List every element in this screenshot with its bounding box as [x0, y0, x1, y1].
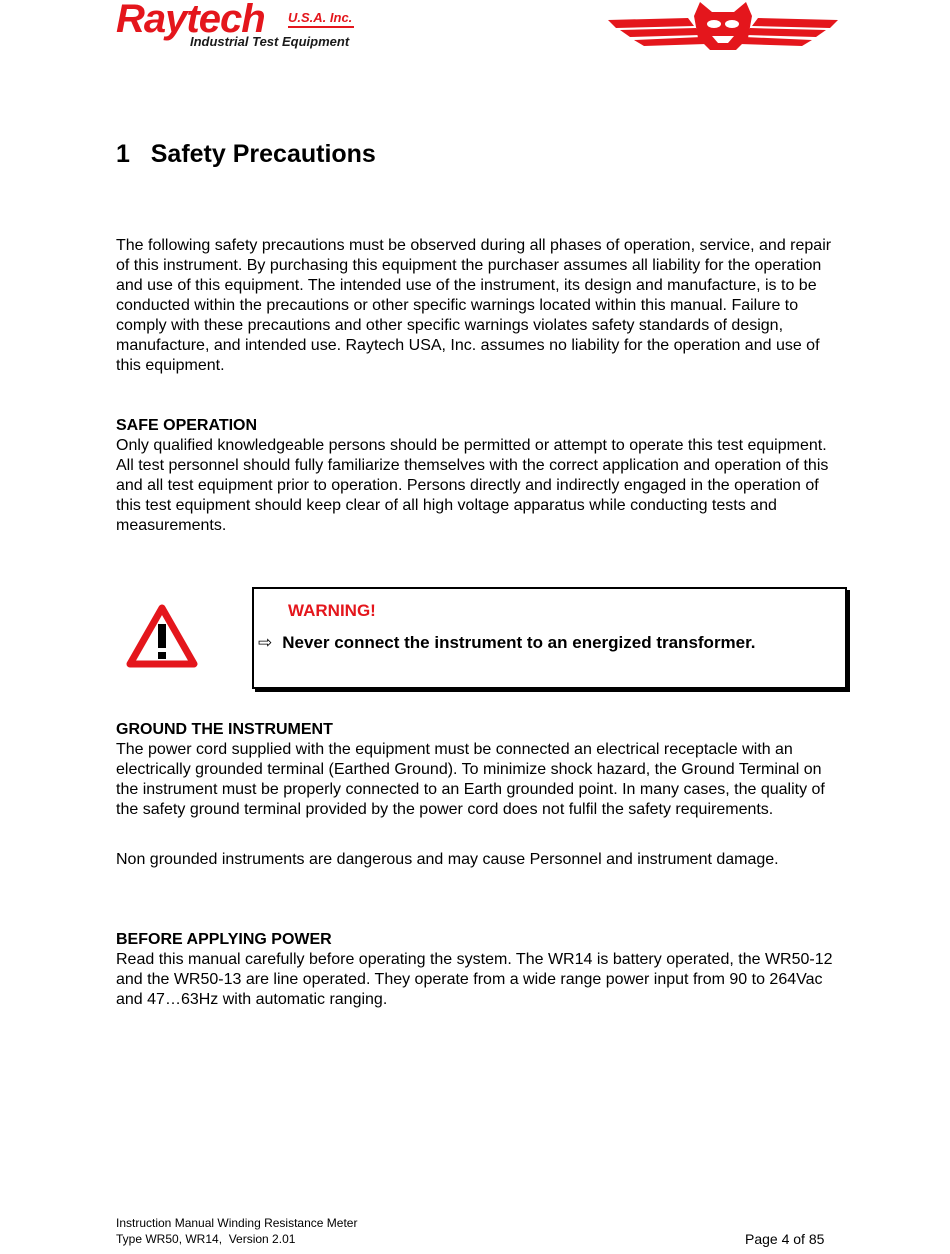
- raytech-emblem-icon: [608, 0, 838, 52]
- warning-text: Never connect the instrument to an energized transformer.: [282, 633, 756, 652]
- ground-body: The power cord supplied with the equipment must be connected an electrical receptacle with an electrically grounded terminal (Earthed Ground). To minimize shock hazard, the Ground Terminal on the instrument must be properly connected to an Earth grounded point. In many cases, the quality of the safety ground terminal provided by the power cord does not fulfil the safety requirements.: [116, 741, 825, 818]
- raytech-logo: [116, 0, 366, 52]
- warning-message: [258, 633, 756, 653]
- logo-tagline: Industrial Test Equipment: [190, 34, 350, 49]
- safe-operation-body: Only qualified knowledgeable persons should be permitted or attempt to operate this test equipment. All test personnel should fully familiarize themselves with the correct application and operation of this and all test equipment prior to operation. Persons directly and indirectly engaged in the operation of this test equipment should keep clear of all high voltage apparatus while conducting tests and measurements.: [116, 437, 829, 534]
- before-power-body: Read this manual carefully before operating the system. The WR14 is battery operated, the WR50-12 and the WR50-13 are line operated. They operate from a wide range power input from 90 to 264Vac and 47…63Hz with automatic ranging.: [116, 951, 833, 1008]
- safe-operation-heading: SAFE OPERATION: [116, 417, 258, 434]
- arrow-right-icon: ⇨: [258, 633, 273, 652]
- footer-line-1: Instruction Manual Winding Resistance Meter: [116, 1216, 358, 1230]
- logo-brand: Raytech: [116, 0, 265, 41]
- warning-triangle-icon: [126, 604, 198, 668]
- before-power-heading: BEFORE APPLYING POWER: [116, 931, 332, 948]
- logo-suffix: U.S.A. Inc.: [288, 10, 354, 28]
- ground-section: [116, 720, 836, 820]
- ground-heading: GROUND THE INSTRUMENT: [116, 721, 333, 738]
- footer-document-info: [116, 1215, 357, 1247]
- chapter-number: 1: [116, 140, 130, 168]
- footer-line-2: Type WR50, WR14, Version 2.01: [116, 1232, 296, 1246]
- chapter-title: [116, 138, 376, 170]
- safe-operation-section: [116, 416, 836, 536]
- chapter-title-text: Safety Precautions: [150, 140, 376, 168]
- ground-body-2: Non grounded instruments are dangerous and may cause Personnel and instrument damage.: [116, 851, 779, 868]
- intro-paragraph: The following safety precautions must be observed during all phases of operation, service, and repair of this instrument. By purchasing this equipment the purchaser assumes all liability for the operation and use of this equipment. The intended use of the instrument, its design and manufacture, is to be conducted within the precautions or other specific warnings located within this manual. Failure to comply with these precautions and other specific warnings violates safety standards of design, manufacture, and intended use. Raytech USA, Inc. assumes no liability for the operation and use of this equipment.: [116, 237, 832, 374]
- before-power-section: [116, 930, 836, 1010]
- warning-label: WARNING!: [288, 601, 376, 620]
- page-number: Page 4 of 85: [745, 1231, 825, 1247]
- warning-box: [252, 587, 847, 689]
